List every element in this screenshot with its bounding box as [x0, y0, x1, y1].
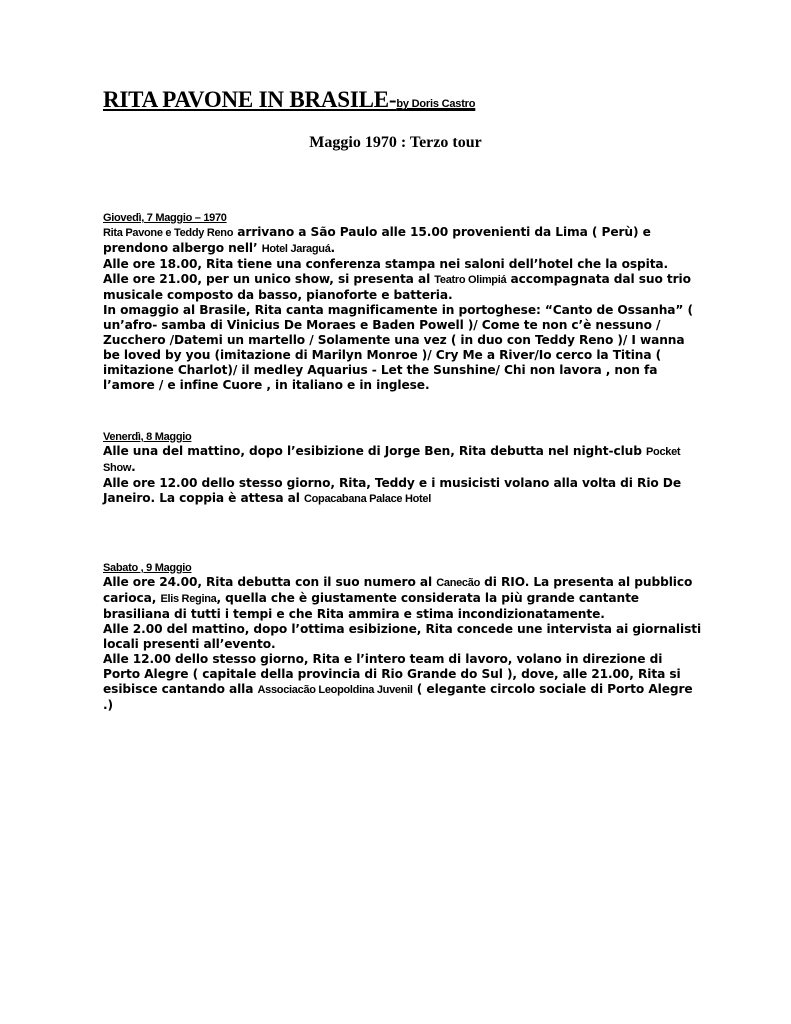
place-highlight: Hotel Jaraguá — [261, 243, 331, 255]
text-run: arrivano a São Paulo alle 15.00 provenienti da Lima ( Perù) e prendono albergo nell’ — [103, 225, 651, 255]
text-run: . — [330, 241, 336, 255]
paragraph — [103, 575, 703, 622]
byline: by Doris Castro — [396, 98, 476, 110]
name-highlight: Elis Regina — [160, 593, 217, 605]
place-highlight: Associacão Leopoldina Juvenil — [257, 684, 413, 696]
section-friday — [103, 431, 703, 507]
text-run: ( elegante circolo sociale di Porto Alegre .) — [103, 682, 693, 712]
title-text: RITA PAVONE IN BRASILE- — [103, 87, 397, 112]
place-highlight: Teatro Olimpiá — [434, 274, 507, 286]
paragraph: Alle ore 18.00, Rita tiene una conferenza stampa nei saloni dell’hotel che la ospita. — [103, 257, 669, 271]
place-highlight: Canecão — [436, 577, 480, 589]
text-run: Alle ore 21.00, per un unico show, si presenta al — [103, 272, 435, 286]
paragraph — [103, 272, 703, 303]
place-highlight: Copacabana Palace Hotel — [303, 493, 431, 505]
place-highlight: Pocket Show — [103, 446, 681, 474]
text-run: Alle ore 12.00 dello stesso giorno, Rita, Teddy e i musicisti volano alla volta di Rio De Janeiro. La coppia è attesa al — [103, 476, 681, 505]
text-run: Alle una del mattino, dopo l’esibizione di Jorge Ben, Rita debutta nel night-club — [103, 444, 646, 458]
section-heading: Sabato , 9 Maggio — [103, 562, 192, 574]
text-run: Alle ore 24.00, Rita debutta con il suo numero al — [103, 575, 437, 589]
text-run: di RIO. La presenta al pubblico carioca, — [103, 575, 693, 605]
paragraph — [103, 476, 703, 507]
document-title — [103, 87, 475, 113]
section-heading: Giovedì, 7 Maggio – 1970 — [103, 212, 227, 224]
text-run: , quella che è giustamente considerata la più grande cantante brasiliana di tutti i tempi e che Rita ammira e stima incondizionatamente. — [103, 591, 639, 621]
section-heading: Venerdì, 8 Maggio — [103, 431, 192, 443]
paragraph — [103, 225, 703, 257]
text-run: accompagnata dal suo trio musicale composto da basso, pianoforte e batteria. — [103, 272, 691, 302]
paragraph — [103, 652, 703, 713]
document-subtitle: Maggio 1970 : Terzo tour — [309, 134, 482, 151]
paragraph — [103, 444, 703, 476]
name-highlight: Rita Pavone e Teddy Reno — [103, 227, 234, 239]
text-run: Alle 12.00 dello stesso giorno, Rita e l’intero team di lavoro, volano in direzione di Porto Alegre ( capitale della provincia di Rio Grande do Sul ), dove, alle 21.00, Rita si esibisce cantando alla — [103, 652, 681, 696]
paragraph: In omaggio al Brasile, Rita canta magnificamente in portoghese: “Canto de Ossanha” ( un’afro- samba di Vinicius De Moraes e Baden Powell )/ Come te non c’è nessuno / Zucchero /Datemi un martello / Solamente una vez ( in duo con Teddy Reno )/ I wanna be loved by you (imitazione di Marilyn Monroe )/ Cry Me a River/Io cerco la Titina ( imitazione Charlot)/ il medley Aquarius - Let the Sunshine/ Chi non lavora , non fa l’amore / e infine Cuore , in italiano e in inglese. — [103, 303, 693, 392]
section-thursday — [103, 212, 703, 393]
section-saturday — [103, 562, 703, 713]
text-run: . — [131, 460, 136, 474]
paragraph: Alle 2.00 del mattino, dopo l’ottima esibizione, Rita concede une intervista ai giornalisti locali presenti all’evento. — [103, 622, 702, 651]
